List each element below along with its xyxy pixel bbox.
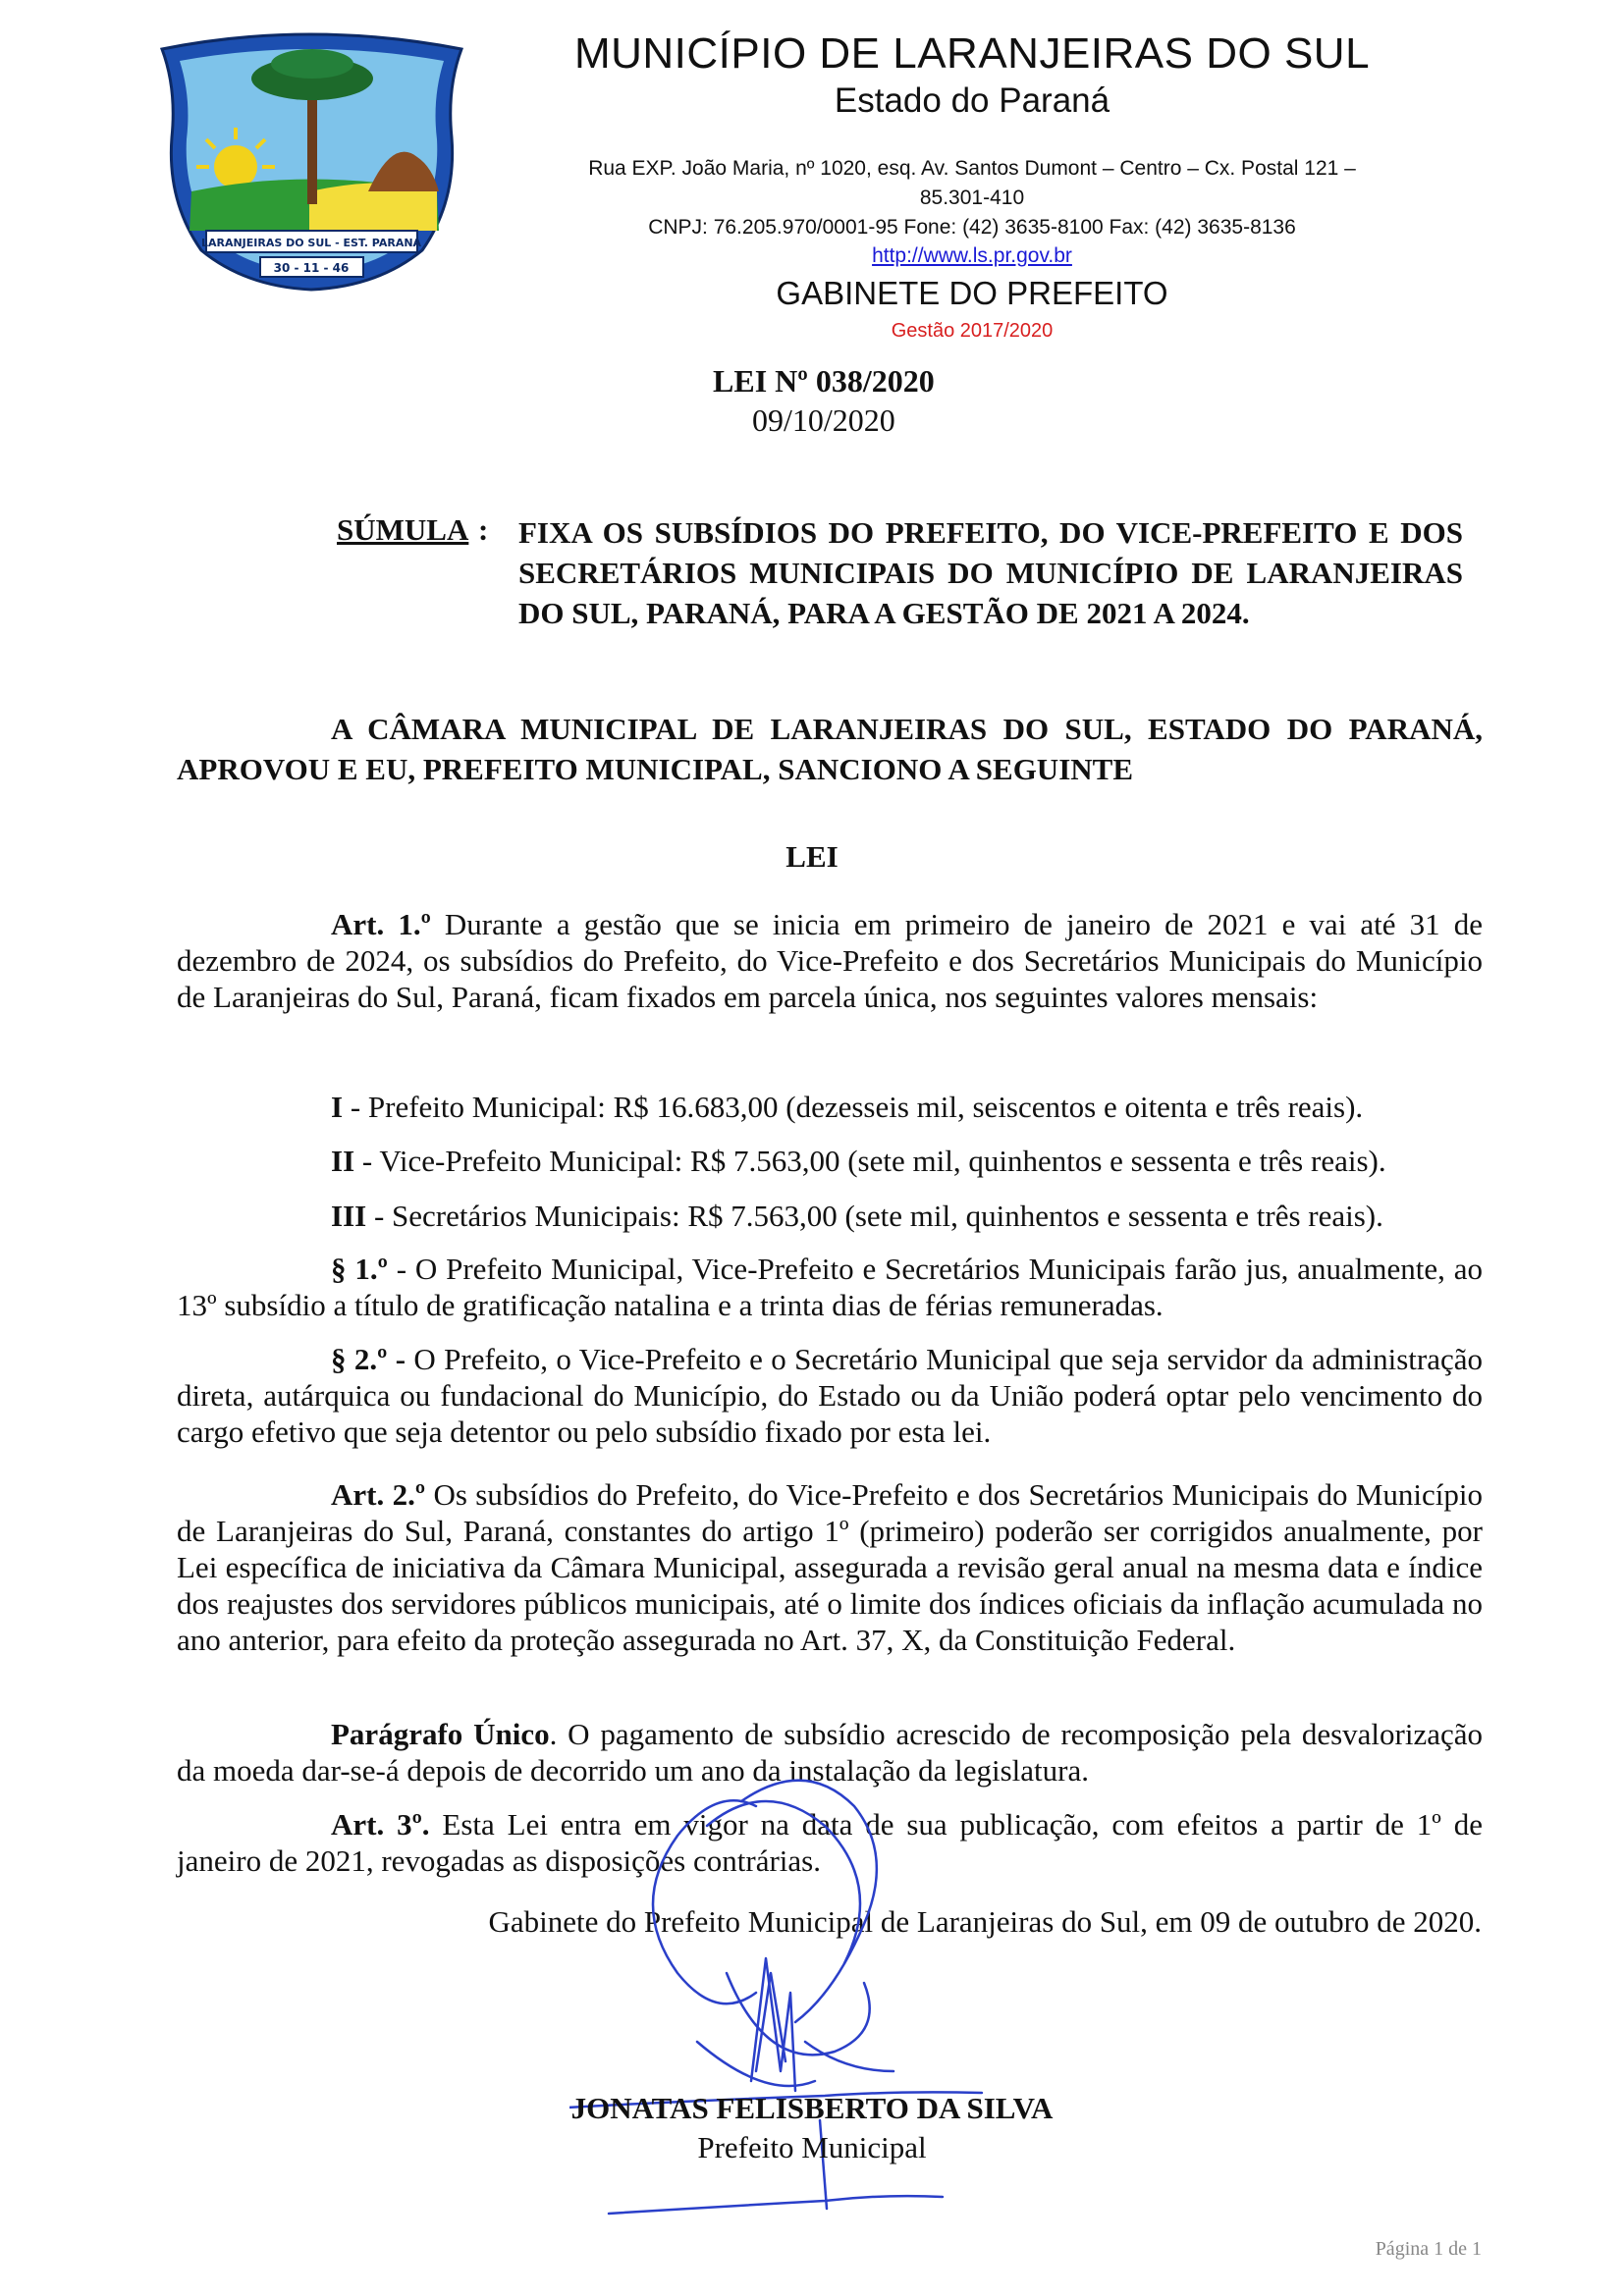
article-3-label: Art. 3º. — [331, 1807, 430, 1842]
law-number: LEI Nº 038/2020 — [713, 363, 935, 399]
municipal-crest — [152, 29, 471, 294]
crest-banner-text: LARANJEIRAS DO SUL - EST. PARANÁ — [200, 237, 422, 249]
website-link[interactable]: http://www.ls.pr.gov.br — [872, 244, 1072, 267]
article-1-text: Durante a gestão que se inicia em primeiro de janeiro de 2021 e vai até 31 de dezembro de 2024, os subsídios do Prefeito, do Vice-Prefeito e dos Secretários Municipais do Município de Laranjeiras do Sul, Paraná, ficam fixados em parcela única, nos seguintes valores mensais: — [177, 907, 1483, 1014]
inciso-1-numeral: I — [331, 1090, 344, 1124]
article-3-text: Esta Lei entra em vigor na data de sua publicação, com efeitos a partir de 1º de janeiro de 2021, revogadas as disposições contrárias. — [177, 1807, 1484, 1878]
inciso-2-text: - Vice-Prefeito Municipal: R$ 7.563,00 (sete mil, quinhentos e sessenta e três reais). — [354, 1144, 1386, 1178]
paragrafo-unico-text: . O pagamento de subsídio acrescido de recomposição pela desvalorização da moeda dar-se-á depois de decorrido um ano da instalação da legislatura. — [177, 1717, 1484, 1788]
lei-heading: LEI — [785, 839, 839, 874]
paragrafo-unico-label: Parágrafo Único — [331, 1717, 550, 1751]
paragraph-2-label: § 2.º - — [331, 1342, 406, 1376]
closing-line: Gabinete do Prefeito Municipal de Laranjeiras do Sul, em 09 de outubro de 2020. — [488, 1904, 1482, 1939]
inciso-3-text: - Secretários Municipais: R$ 7.563,00 (sete mil, quinhentos e sessenta e três reais). — [366, 1199, 1383, 1233]
signatory-name: JONATAS FELISBERTO DA SILVA — [570, 2091, 1054, 2125]
sumula-label: SÚMULA — [337, 512, 469, 547]
crest-date-text: 30 - 11 - 46 — [273, 261, 350, 275]
inciso-1 — [331, 1090, 1363, 1125]
state-subtitle: Estado do Paraná — [834, 81, 1110, 120]
law-date: 09/10/2020 — [752, 402, 895, 438]
paragraph-1-label: § 1.º — [331, 1252, 388, 1286]
crest-emblem-icon — [152, 29, 471, 294]
paragraph-1-text: - O Prefeito Municipal, Vice-Prefeito e Secretários Municipais farão jus, anualmente, ao 13º subsídio a título de gratificação natalina e a trinta dias de férias remuneradas. — [177, 1252, 1484, 1322]
preamble-text: A CÂMARA MUNICIPAL DE LARANJEIRAS DO SUL, ESTADO DO PARANÁ, APROVOU E EU, PREFEITO MUNICIPAL, SANCIONO A SEGUINTE — [177, 712, 1483, 786]
municipality-title: MUNICÍPIO DE LARANJEIRAS DO SUL — [573, 29, 1371, 78]
page-indicator: Página 1 de 1 — [1375, 2238, 1482, 2260]
signatory-title: Prefeito Municipal — [697, 2130, 927, 2164]
paragraph-2-text: O Prefeito, o Vice-Prefeito e o Secretário Municipal que seja servidor da administração direta, autárquica ou fundacional do Município, do Estado ou da União poderá optar pelo vencimento do cargo efetivo que seja detentor ou pelo subsídio fixado por esta lei. — [177, 1342, 1483, 1449]
article-1 — [177, 906, 1483, 1015]
term-label: Gestão 2017/2020 — [891, 320, 1054, 342]
paragraph-2 — [177, 1341, 1483, 1450]
inciso-2 — [331, 1144, 1386, 1179]
inciso-3-numeral: III — [331, 1199, 367, 1233]
inciso-1-text: - Prefeito Municipal: R$ 16.683,00 (dezesseis mil, seiscentos e oitenta e três reais). — [343, 1090, 1364, 1124]
sumula-colon: : — [478, 512, 489, 547]
article-2 — [177, 1476, 1483, 1658]
address-line-2: 85.301-410 — [919, 187, 1025, 209]
contact-line: CNPJ: 76.205.970/0001-95 Fone: (42) 3635-8100 Fax: (42) 3635-8136 — [648, 216, 1296, 239]
inciso-3 — [331, 1199, 1383, 1234]
article-1-label: Art. 1.º — [331, 907, 431, 941]
article-2-text: Os subsídios do Prefeito, do Vice-Prefeito e dos Secretários Municipais do Município de Laranjeiras do Sul, Paraná, constantes do artigo 1º (primeiro) poderão ser corrigidos anualmente, por Lei específica de iniciativa da Câmara Municipal, assegurada a revisão geral anual na mesma data e índice dos reajustes dos servidores públicos municipais, até o limite dos índices oficiais da inflação acumulada no ano anterior, para efeito da proteção assegurada no Art. 37, X, da Constituição Federal. — [177, 1477, 1483, 1657]
office-title: GABINETE DO PREFEITO — [776, 275, 1168, 311]
preamble — [177, 709, 1483, 789]
article-2-label: Art. 2.º — [331, 1477, 426, 1512]
paragraph-1 — [177, 1251, 1483, 1323]
inciso-2-numeral: II — [331, 1144, 355, 1178]
sumula-text: FIXA OS SUBSÍDIOS DO PREFEITO, DO VICE-PREFEITO E DOS SECRETÁRIOS MUNICIPAIS DO MUNICÍPIO DE LARANJEIRAS DO SUL, PARANÁ, PARA A GESTÃO DE 2021 A 2024. — [518, 515, 1463, 630]
address-line-1: Rua EXP. João Maria, nº 1020, esq. Av. Santos Dumont – Centro – Cx. Postal 121 – — [588, 157, 1356, 180]
